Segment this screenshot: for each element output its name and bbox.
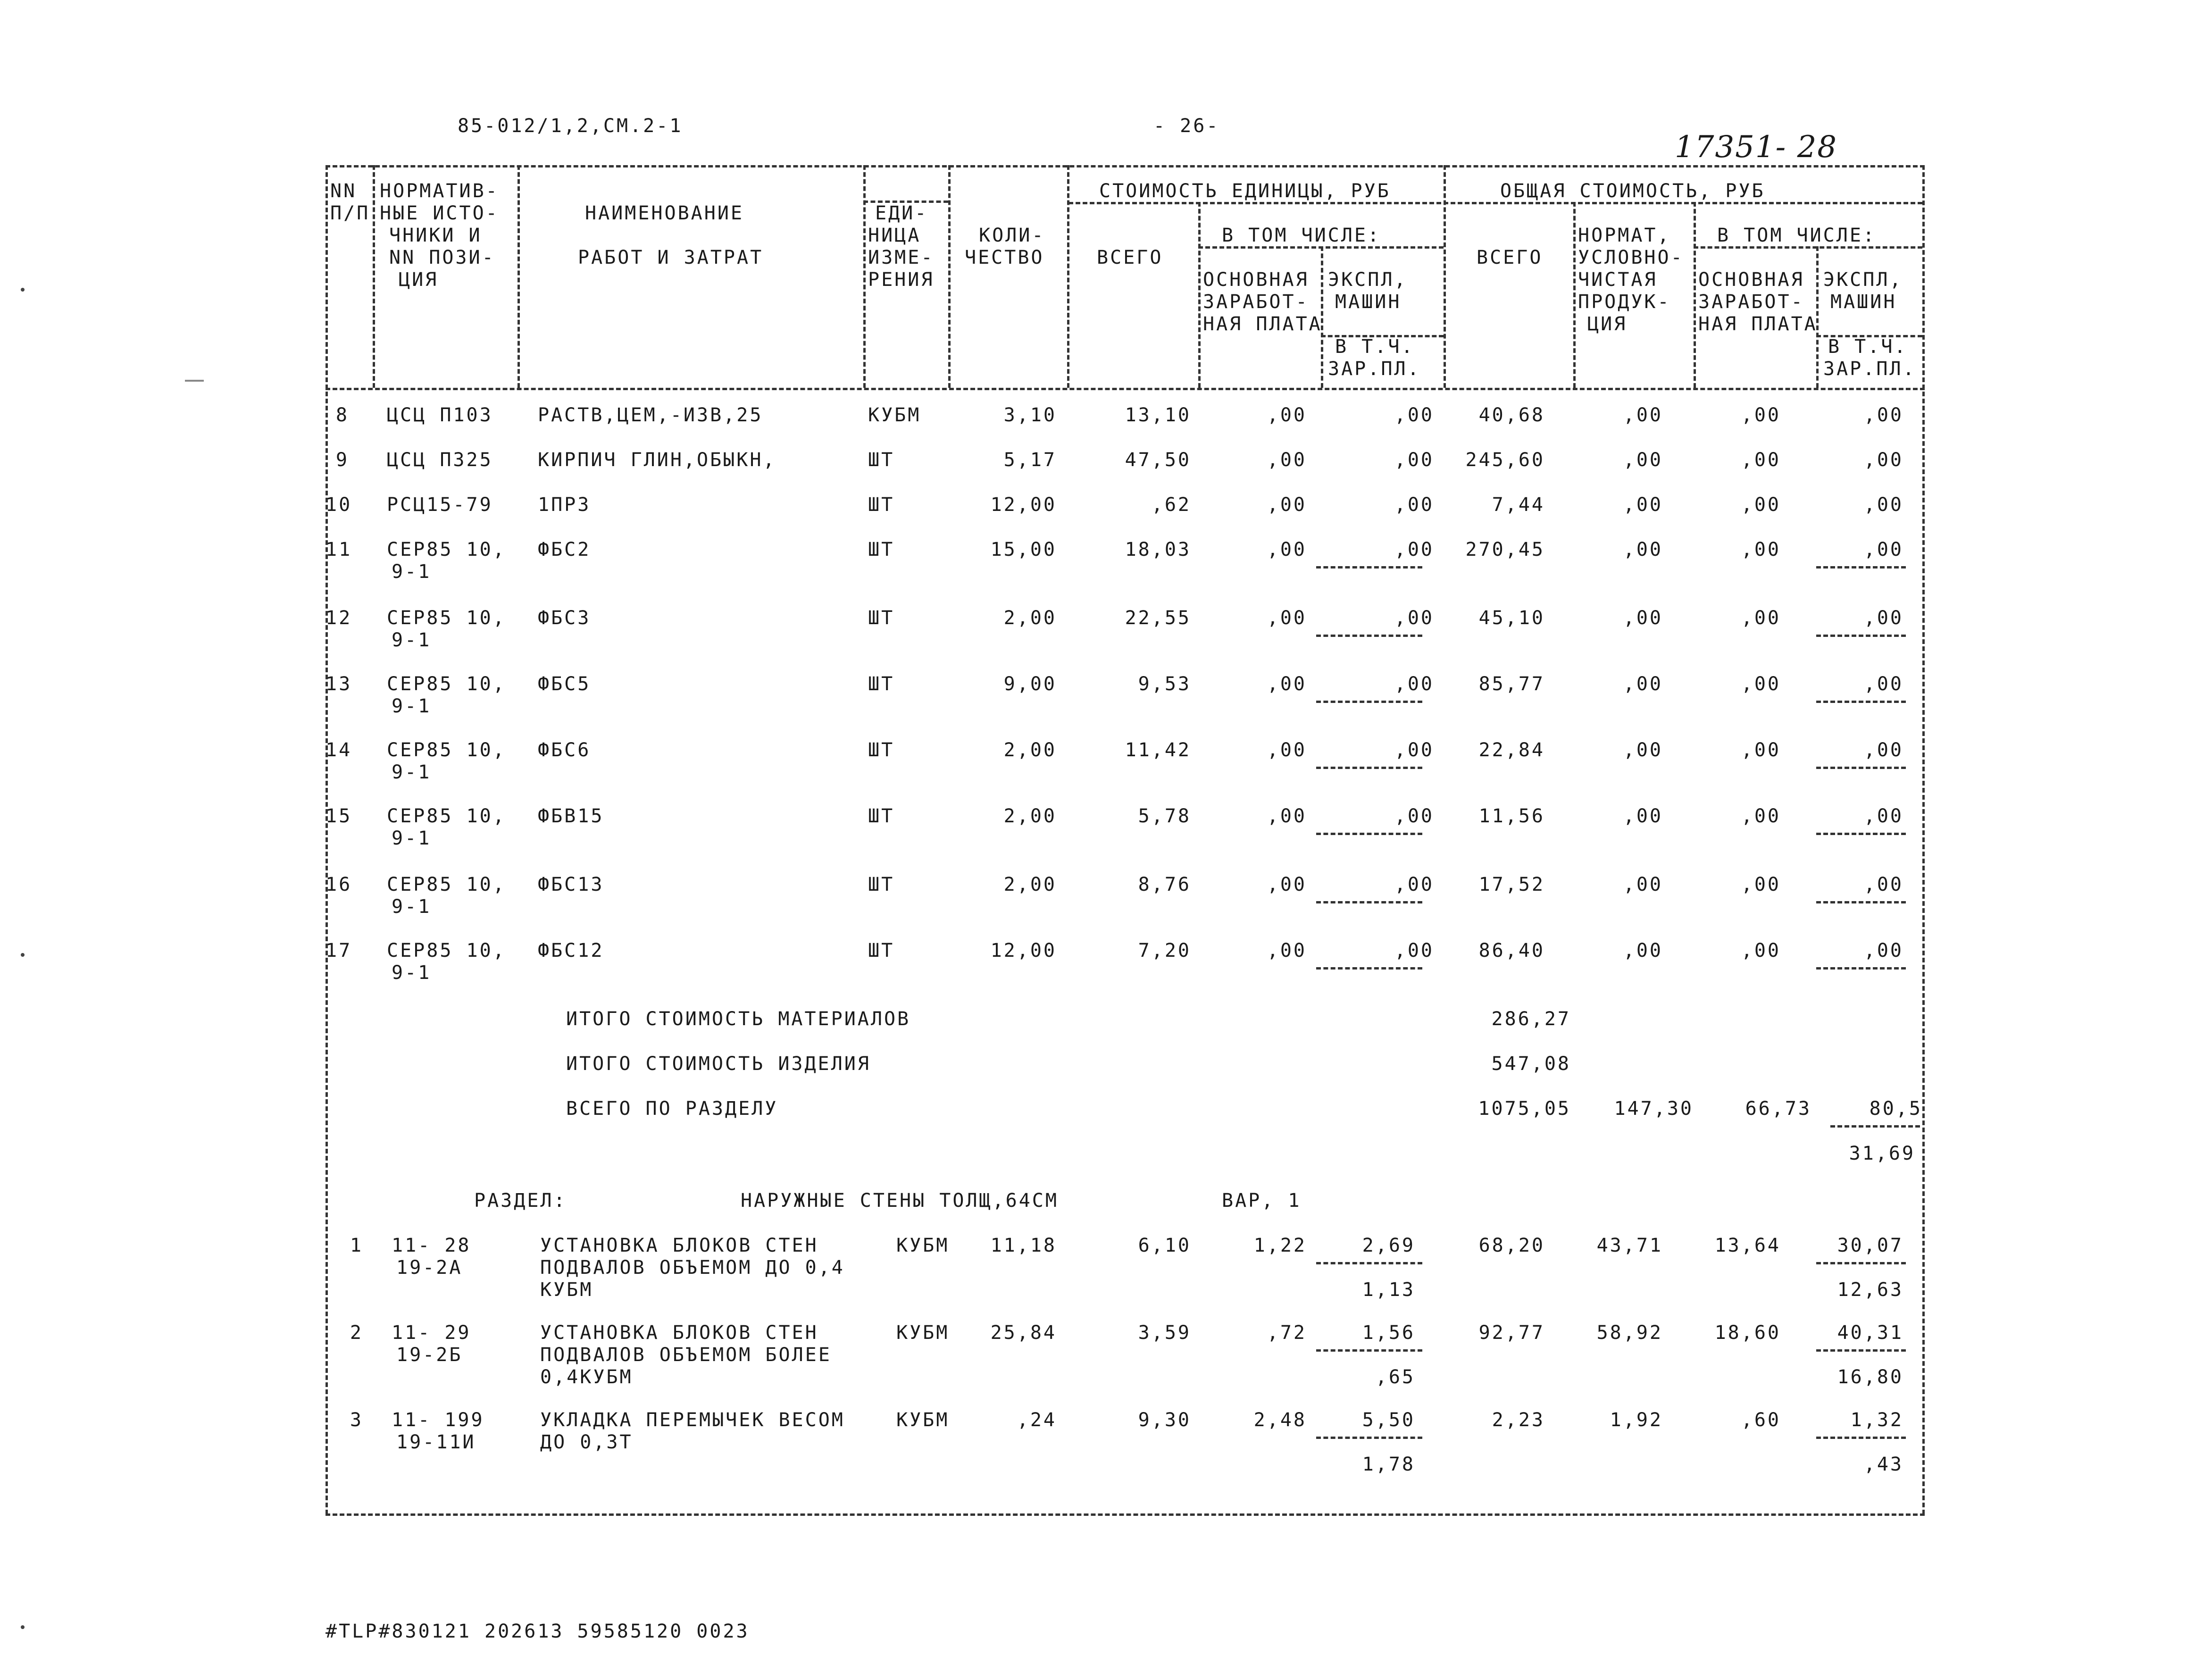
cell-u-total: 13,10 [1125, 404, 1191, 426]
cell-t-wage: ,00 [1741, 940, 1781, 961]
margin-dot [21, 1625, 25, 1629]
cell-t-mach: ,00 [1863, 494, 1903, 516]
cell-n: 9 [335, 449, 349, 471]
cell-t-mach: ,00 [1863, 673, 1903, 695]
cell-underline [1316, 901, 1422, 903]
cell-name: 1ПР3 [538, 494, 591, 516]
margin-dot [21, 953, 25, 957]
header-total-vsego: ВСЕГО [1477, 247, 1543, 268]
document-code: 85-012/1,2,СМ.2-1 [458, 115, 683, 137]
cell-unit: ШТ [868, 673, 895, 695]
cell-t-norm: ,00 [1623, 805, 1663, 827]
margin-dot [21, 288, 25, 292]
cell-qty: 2,00 [1003, 607, 1057, 629]
cell-unit: ШТ [868, 449, 895, 471]
cell-t-mach: ,00 [1863, 739, 1903, 761]
cell-code: СЕР85 10, [387, 607, 506, 629]
cell-t-mach: ,00 [1863, 539, 1903, 560]
cell-code2: 9-1 [392, 695, 432, 717]
cell-name: КИРПИЧ ГЛИН,ОБЫКН, [538, 449, 776, 471]
cell-name: ФБС6 [538, 739, 591, 761]
cell-t-total: 45,10 [1478, 607, 1545, 629]
cell-t-mach-wage: ,43 [1863, 1454, 1903, 1475]
cell-t-norm: ,00 [1623, 940, 1663, 961]
cell-code: 11- 28 [392, 1235, 471, 1256]
cell-name-line: ПОДВАЛОВ ОБЪЕМОМ БОЛЕЕ [540, 1344, 832, 1366]
cell-u-total: 47,50 [1125, 449, 1191, 471]
cell-t-mach: ,00 [1863, 607, 1903, 629]
cell-t-wage: ,00 [1741, 607, 1781, 629]
cell-u-wage: ,00 [1267, 940, 1307, 961]
cell-u-mach: ,00 [1394, 404, 1434, 426]
cell-u-total: 9,53 [1138, 673, 1191, 695]
header-col-sep [1573, 202, 1576, 388]
cell-u-total: 9,30 [1138, 1409, 1191, 1431]
cell-underline [1316, 1262, 1422, 1264]
cell-t-norm: ,00 [1623, 739, 1663, 761]
cell-code: 11- 199 [392, 1409, 484, 1431]
cell-code2: 19-2А [396, 1257, 463, 1279]
cell-code: СЕР85 10, [387, 673, 506, 695]
cell-u-total: ,62 [1151, 494, 1191, 516]
cell-t-total: 11,56 [1478, 805, 1545, 827]
cell-u-mach: ,00 [1394, 673, 1434, 695]
cell-underline [1316, 635, 1422, 637]
cell-n: 13 [326, 673, 352, 695]
cell-unit: КУБМ [896, 1322, 950, 1344]
cell-qty: 9,00 [1003, 673, 1057, 695]
cell-t-total: 85,77 [1478, 673, 1545, 695]
cell-t-wage: ,00 [1741, 805, 1781, 827]
cell-code2: 9-1 [392, 962, 432, 984]
cell-code2: 19-2Б [396, 1344, 463, 1366]
cell-qty: 5,17 [1003, 449, 1057, 471]
page-number: - 26- [1153, 115, 1220, 137]
cell-underline [1316, 967, 1422, 970]
cell-u-total: 3,59 [1138, 1322, 1191, 1344]
cell-u-total: 22,55 [1125, 607, 1191, 629]
table-frame [326, 165, 1925, 1514]
cell-code: СЕР85 10, [387, 874, 506, 895]
cell-code: РСЦ15-79 [387, 494, 493, 516]
cell-u-mach: ,00 [1394, 805, 1434, 827]
cell-u-mach: ,00 [1394, 607, 1434, 629]
cell-u-mach: 2,69 [1362, 1235, 1415, 1256]
cell-t-norm: 58,92 [1596, 1322, 1663, 1344]
header-subgroup-line-total [1694, 246, 1922, 249]
cell-code2: 9-1 [392, 561, 432, 583]
cell-code2: 19-11И [396, 1431, 476, 1453]
header-col-sep [373, 165, 375, 388]
cell-code2: 9-1 [392, 896, 432, 918]
cell-code: ЦСЦ П325 [387, 449, 493, 471]
cell-underline [1316, 1349, 1422, 1352]
cell-u-total: 18,03 [1125, 539, 1191, 560]
cell-u-wage: ,00 [1267, 739, 1307, 761]
cell-name-line: УСТАНОВКА БЛОКОВ СТЕН [540, 1322, 818, 1344]
cell-unit: ШТ [868, 494, 895, 516]
header-col-sep [863, 165, 866, 388]
cell-underline [1316, 701, 1422, 703]
header-col-sep [1694, 202, 1696, 388]
header-unit-cost-group: СТОИМОСТЬ ЕДИНИЦЫ, РУБ [1099, 180, 1391, 202]
cell-u-total: 7,20 [1138, 940, 1191, 961]
cell-n: 17 [326, 940, 352, 961]
cell-u-total: 8,76 [1138, 874, 1191, 895]
cell-t-total: 22,84 [1478, 739, 1545, 761]
cell-underline [1816, 1262, 1906, 1264]
cell-qty: 2,00 [1003, 739, 1057, 761]
header-col-sep [518, 165, 520, 388]
cell-t-total: 2,23 [1492, 1409, 1545, 1431]
cell-t-mach: 40,31 [1837, 1322, 1903, 1344]
cell-name-line: ПОДВАЛОВ ОБЪЕМОМ ДО 0,4 [540, 1257, 845, 1279]
cell-qty: ,24 [1017, 1409, 1057, 1431]
cell-code: СЕР85 10, [387, 739, 506, 761]
cell-u-total: 6,10 [1138, 1235, 1191, 1256]
cell-n: 11 [326, 539, 352, 560]
cell-unit: ШТ [868, 805, 895, 827]
cell-u-mach-wage: 1,13 [1362, 1279, 1415, 1301]
cell-t-mach: 30,07 [1837, 1235, 1903, 1256]
cell-t-mach: ,00 [1863, 805, 1903, 827]
cell-code2: 9-1 [392, 828, 432, 849]
cell-name: ФБС5 [538, 673, 591, 695]
cell-u-wage: ,00 [1267, 494, 1307, 516]
cell-qty: 3,10 [1003, 404, 1057, 426]
cell-n: 10 [326, 494, 352, 516]
cell-t-total: 86,40 [1478, 940, 1545, 961]
header-col-sep [1067, 165, 1069, 388]
cell-underline [1816, 967, 1906, 970]
cell-u-wage: 2,48 [1253, 1409, 1307, 1431]
cell-code2: 9-1 [392, 761, 432, 783]
cell-unit: ШТ [868, 940, 895, 961]
header-col-sep [948, 165, 951, 388]
cell-u-wage: ,00 [1267, 607, 1307, 629]
cell-name-line: ДО 0,3Т [540, 1431, 633, 1453]
cell-t-mach: 1,32 [1850, 1409, 1903, 1431]
cell-underline [1816, 566, 1906, 568]
cell-t-wage: ,00 [1741, 539, 1781, 560]
cell-t-norm: ,00 [1623, 449, 1663, 471]
cell-unit: ШТ [868, 607, 895, 629]
cell-t-norm: ,00 [1623, 539, 1663, 560]
cell-name-line: 0,4КУБМ [540, 1366, 633, 1388]
table-top-border [326, 165, 1925, 167]
header-unit-vsego: ВСЕГО [1097, 247, 1163, 268]
cell-t-total: 92,77 [1478, 1322, 1545, 1344]
cell-name: ФБВ15 [538, 805, 604, 827]
cell-t-total: 40,68 [1478, 404, 1545, 426]
header-col-sep [1444, 165, 1446, 388]
cell-u-total: 11,42 [1125, 739, 1191, 761]
cell-code: СЕР85 10, [387, 940, 506, 961]
cell-u-mach: ,00 [1394, 874, 1434, 895]
cell-n: 2 [350, 1322, 363, 1344]
cell-name-line: УКЛАДКА ПЕРЕМЫЧЕК ВЕСОМ [540, 1409, 845, 1431]
handwritten-number: 17351- 28 [1675, 130, 1837, 165]
cell-t-norm: ,00 [1623, 874, 1663, 895]
cell-unit: КУБМ [868, 404, 921, 426]
cell-t-norm: ,00 [1623, 494, 1663, 516]
cell-underline [1816, 1349, 1906, 1352]
cell-u-total: 5,78 [1138, 805, 1191, 827]
cell-u-wage: ,72 [1267, 1322, 1307, 1344]
cell-unit: КУБМ [896, 1235, 950, 1256]
cell-n: 8 [335, 404, 349, 426]
cell-t-norm: ,00 [1623, 404, 1663, 426]
cell-t-wage: ,00 [1741, 449, 1781, 471]
cell-u-wage: ,00 [1267, 539, 1307, 560]
cell-code: СЕР85 10, [387, 539, 506, 560]
cell-n: 14 [326, 739, 352, 761]
cell-n: 1 [350, 1235, 363, 1256]
cell-name: РАСТВ,ЦЕМ,-ИЗВ,25 [538, 404, 763, 426]
table-bottom-border [326, 1513, 1925, 1516]
header-total-cost-group: ОБЩАЯ СТОИМОСТЬ, РУБ [1500, 180, 1765, 202]
cell-u-mach: ,00 [1394, 494, 1434, 516]
cell-n: 16 [326, 874, 352, 895]
cell-underline [1316, 833, 1422, 835]
cell-unit: ШТ [868, 874, 895, 895]
cell-qty: 12,00 [990, 494, 1057, 516]
cell-t-total: 17,52 [1478, 874, 1545, 895]
cell-underline [1816, 635, 1906, 637]
header-group-line [1068, 202, 1922, 204]
cell-t-wage: ,00 [1741, 404, 1781, 426]
cell-t-norm: 1,92 [1610, 1409, 1663, 1431]
cell-name-line: КУБМ [540, 1279, 593, 1301]
cell-t-wage: ,00 [1741, 874, 1781, 895]
cell-u-mach-wage: ,65 [1375, 1366, 1415, 1388]
cell-unit: ШТ [868, 539, 895, 560]
cell-u-mach: ,00 [1394, 539, 1434, 560]
cell-u-mach: 1,56 [1362, 1322, 1415, 1344]
cell-underline [1816, 901, 1906, 903]
cell-u-wage: ,00 [1267, 874, 1307, 895]
cell-t-mach-wage: 16,80 [1837, 1366, 1903, 1388]
cell-u-wage: ,00 [1267, 673, 1307, 695]
header-unit-v-tom-chisle: В ТОМ ЧИСЛЕ: [1222, 225, 1381, 246]
cell-underline [1316, 767, 1422, 769]
cell-u-mach: ,00 [1394, 940, 1434, 961]
cell-name: ФБС12 [538, 940, 604, 961]
cell-t-mach: ,00 [1863, 874, 1903, 895]
cell-qty: 15,00 [990, 539, 1057, 560]
cell-t-wage: ,00 [1741, 494, 1781, 516]
cell-qty: 11,18 [990, 1235, 1057, 1256]
footer-code: #TLP#830121 202613 59585120 0023 [326, 1621, 750, 1642]
cell-t-norm: 43,71 [1596, 1235, 1663, 1256]
cell-n: 12 [326, 607, 352, 629]
cell-n: 15 [326, 805, 352, 827]
cell-t-norm: ,00 [1623, 673, 1663, 695]
cell-t-mach: ,00 [1863, 449, 1903, 471]
cell-u-mach: ,00 [1394, 739, 1434, 761]
cell-t-total: 7,44 [1492, 494, 1545, 516]
cell-u-wage: ,00 [1267, 449, 1307, 471]
header-total-v-tom-chisle: В ТОМ ЧИСЛЕ: [1717, 225, 1876, 246]
cell-qty: 12,00 [990, 940, 1057, 961]
cell-t-wage: ,00 [1741, 739, 1781, 761]
cell-name-line: УСТАНОВКА БЛОКОВ СТЕН [540, 1235, 818, 1256]
cell-u-mach: 5,50 [1362, 1409, 1415, 1431]
cell-u-wage: ,00 [1267, 404, 1307, 426]
cell-n: 3 [350, 1409, 363, 1431]
cell-t-mach-wage: 12,63 [1837, 1279, 1903, 1301]
cell-t-mach: ,00 [1863, 940, 1903, 961]
cell-u-mach: ,00 [1394, 449, 1434, 471]
cell-t-mach: ,00 [1863, 404, 1903, 426]
cell-u-wage: 1,22 [1253, 1235, 1307, 1256]
cell-name: ФБС13 [538, 874, 604, 895]
cell-t-wage: 13,64 [1714, 1235, 1781, 1256]
cell-t-wage: ,60 [1741, 1409, 1781, 1431]
cell-underline [1816, 767, 1906, 769]
cell-name: ФБС3 [538, 607, 591, 629]
cell-t-total: 245,60 [1465, 449, 1545, 471]
cell-t-norm: ,00 [1623, 607, 1663, 629]
cell-t-wage: ,00 [1741, 673, 1781, 695]
cell-unit: ШТ [868, 739, 895, 761]
cell-qty: 25,84 [990, 1322, 1057, 1344]
cell-u-mach-wage: 1,78 [1362, 1454, 1415, 1475]
cell-underline [1316, 566, 1422, 568]
cell-t-total: 270,45 [1465, 539, 1545, 560]
cell-code: 11- 29 [392, 1322, 471, 1344]
cell-name: ФБС2 [538, 539, 591, 560]
cell-qty: 2,00 [1003, 874, 1057, 895]
header-separator [326, 388, 1925, 390]
cell-underline [1816, 701, 1906, 703]
cell-u-wage: ,00 [1267, 805, 1307, 827]
cell-code: ЦСЦ П103 [387, 404, 493, 426]
cell-code2: 9-1 [392, 629, 432, 651]
cell-t-total: 68,20 [1478, 1235, 1545, 1256]
cell-underline [1316, 1437, 1422, 1439]
margin-dash [185, 380, 204, 382]
cell-underline [1816, 1437, 1906, 1439]
cell-qty: 2,00 [1003, 805, 1057, 827]
header-col-sep [1198, 202, 1201, 388]
cell-underline [1816, 833, 1906, 835]
cell-t-wage: 18,60 [1714, 1322, 1781, 1344]
cell-unit: КУБМ [896, 1409, 950, 1431]
cell-code: СЕР85 10, [387, 805, 506, 827]
